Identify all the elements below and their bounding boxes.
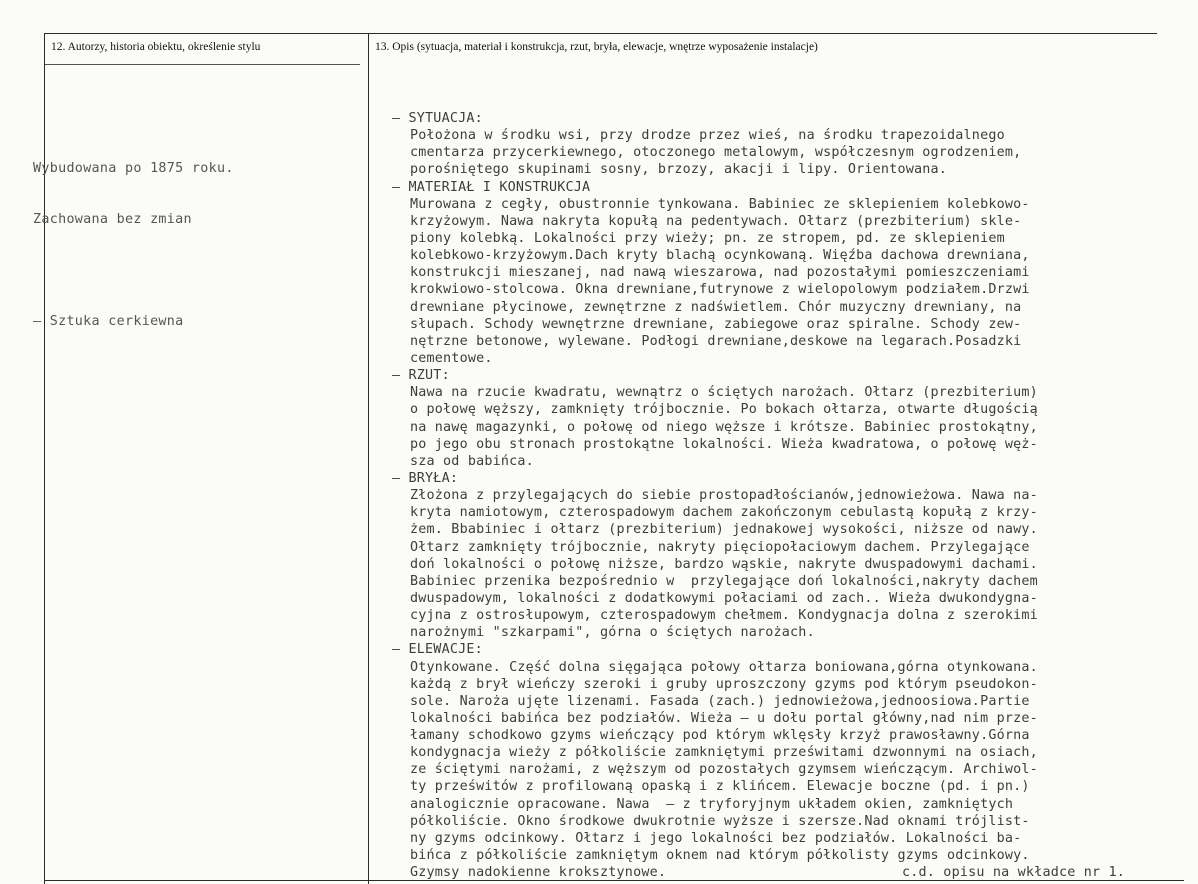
footer-note: Gzymsy nadokienne kroksztynowe.	[410, 865, 667, 881]
description-line: nętrzne betonowe, wylewane. Podłogi drewniane,deskowe na legarach.Posadzki	[410, 333, 1022, 349]
description-line: cyjna z ostrosłupowym, czterospadowym chełmem. Kondygnacja dolna z szerokimi	[410, 608, 1038, 624]
section-heading: – MATERIAŁ I KONSTRUKCJA	[392, 179, 591, 195]
description-line: ty prześwitów z profilowaną opaską i z klińcem. Elewacje boczne (pd. i pn.)	[410, 779, 1030, 795]
authors-history-style-text	[33, 126, 234, 347]
column-divider	[368, 33, 369, 884]
description-line: żem. Bbabiniec i ołtarz (prezbiterium) jednakowej wysokości, niższe od nawy.	[410, 522, 1038, 538]
left-line-spacer	[33, 262, 234, 279]
description-line: narożnymi "szkarpami", górna o ściętych narożach.	[410, 625, 815, 641]
top-rule	[44, 33, 1157, 34]
left-line: – Sztuka cerkiewna	[33, 314, 184, 329]
description-line: słupach. Schody wewnętrzne drewniane, zabiegowe oraz spiralne. Schody zew-	[410, 316, 1022, 332]
description-line: łamany schodkowo gzyms wieńczący pod którym wklęsły krzyż prawosławny.Górna	[410, 728, 1030, 744]
description-line: dwuspadowym, lokalności z dodatkowymi połaciami od zach.. Wieża dwukondygna-	[410, 590, 1038, 606]
section-heading: – ELEWACJE:	[392, 642, 483, 658]
section-heading: – SYTUACJA:	[392, 111, 483, 126]
description-line: krzyżowym. Nawa nakryta kopułą na pedentywach. Ołtarz (prezbiterium) skle-	[410, 213, 1022, 229]
description-line: Nawa na rzucie kwadratu, wewnątrz o ściętych narożach. Ołtarz (prezbiterium)	[410, 385, 1038, 401]
left-line: Zachowana bez zmian	[33, 212, 192, 227]
description-line: cmentarza przycerkiewnego, otoczonego metalowym, współczesnym ogrodzeniem,	[410, 145, 1022, 161]
description-line: Babiniec przenika bezpośrednio w przylegające doń lokalności,nakryty dachem	[410, 573, 1038, 589]
description-line: Złożona z przylegających do siebie prostopadłościanów,jednowieżowa. Nawa na-	[410, 488, 1038, 504]
description-line: cementowe.	[410, 350, 493, 366]
description-line: po jego obu stronach prostokątne lokalności. Wieża kwadratowa, o połowę węż-	[410, 436, 1038, 452]
description-line: Otynkowane. Część dolna sięgająca połowy ołtarza boniowana,górna otynkowana.	[410, 659, 1038, 675]
description-line: sole. Naroża ujęte lizenami. Fasada (zach.) jednowieżowa,jednoosiowa.Partie	[410, 693, 1030, 709]
description-line: ny gzyms odcinkowy. Ołtarz i jego lokalności bez podziałów. Lokalności ba-	[410, 830, 1022, 846]
description-line: kondygnacja wieży z półkoliście zamkniętymi prześwitami dzwonnymi na osiach,	[410, 745, 1038, 761]
left-header-underline	[44, 64, 360, 65]
description-line: krokwiowo-stolcowa. Okna drewniane,futrynowe z wielopolowym podziałem.Drzwi	[410, 282, 1030, 298]
left-line: Wybudowana po 1875 roku.	[33, 161, 234, 176]
description-line: piony kolebką. Lokalności przy wieży; pn. ze stropem, pd. ze sklepieniem	[410, 230, 1005, 246]
footer-row	[392, 864, 1192, 881]
description-line: Położona w środku wsi, przy drodze przez wieś, na środku trapezoidalnego	[410, 128, 1005, 144]
section-12-header: 12. Autorzy, historia obiektu, określenie stylu	[51, 41, 261, 53]
description-line: lokalności babińca bez podziałów. Wieża – u dołu portal główny,nad nim prze-	[410, 710, 1038, 726]
description-line: kolebkowo-krzyżowym.Dach kryty blachą ocynkowaną. Więźba dachowa drewniana,	[410, 248, 1030, 264]
description-line: Murowana z cegły, obustronnie tynkowana. Babiniec ze sklepieniem kolebkowo-	[410, 196, 1030, 212]
continuation-note: c.d. opisu na wkładce nr 1.	[902, 865, 1126, 881]
description-line: na nawę magazynki, o połowę od niego węższe i krótsze. Babiniec prostokątny,	[410, 419, 1038, 435]
description-line: analogicznie opracowane. Nawa – z tryforyjnym układem okien, zamkniętych	[410, 796, 1014, 812]
description-line: Ołtarz zamknięty trójbocznie, nakryty pięciopołaciowym dachem. Przylegające	[410, 539, 1030, 555]
description-line: drewniane płycinowe, zewnętrzne z nadświetlem. Chór muzyczny drewniany, na	[410, 299, 1022, 315]
description-text	[392, 110, 1192, 881]
section-heading: – BRYŁA:	[392, 470, 459, 486]
description-line: kryta namiotowym, czterospadowym dachem zakończonym cebulastą kopułą z krzy-	[410, 505, 1038, 521]
description-line: sza od babińca.	[410, 453, 534, 469]
description-line: porośniętego skupinami sosny, brzozy, akacji i lipy. Orientowana.	[410, 162, 948, 178]
section-13-header: 13. Opis (sytuacja, materiał i konstrukcja, rzut, bryła, elewacje, wnętrze wyposażenie instalacje)	[375, 41, 818, 53]
description-line: doń lokalności o połowę niższe, bardzo wąskie, nakryte dwuspadowymi dachami.	[410, 556, 1038, 572]
description-line: bińca z półkoliście zamkniętym oknem nad którym półkolisty gzyms odcinkowy.	[410, 848, 1030, 864]
description-line: konstrukcji mieszanej, nad nawą wieszarowa, nad pozostałymi pomieszczeniami	[410, 265, 1030, 281]
description-line: o połowę węższy, zamknięty trójbocznie. Po bokach ołtarza, otwarte długością	[410, 402, 1038, 418]
section-heading: – RZUT:	[392, 368, 450, 384]
description-line: półkoliście. Okno środkowe dwukrotnie wyższe i szersze.Nad oknami trójlist-	[410, 813, 1030, 829]
description-line: każdą z brył wieńczy szeroki i gruby uproszczony gzyms pod którym pseudokon-	[410, 676, 1038, 692]
description-line: ze ściętymi narożami, z węższym od pozostałych gzymsem wieńczącym. Archiwol-	[410, 762, 1038, 778]
